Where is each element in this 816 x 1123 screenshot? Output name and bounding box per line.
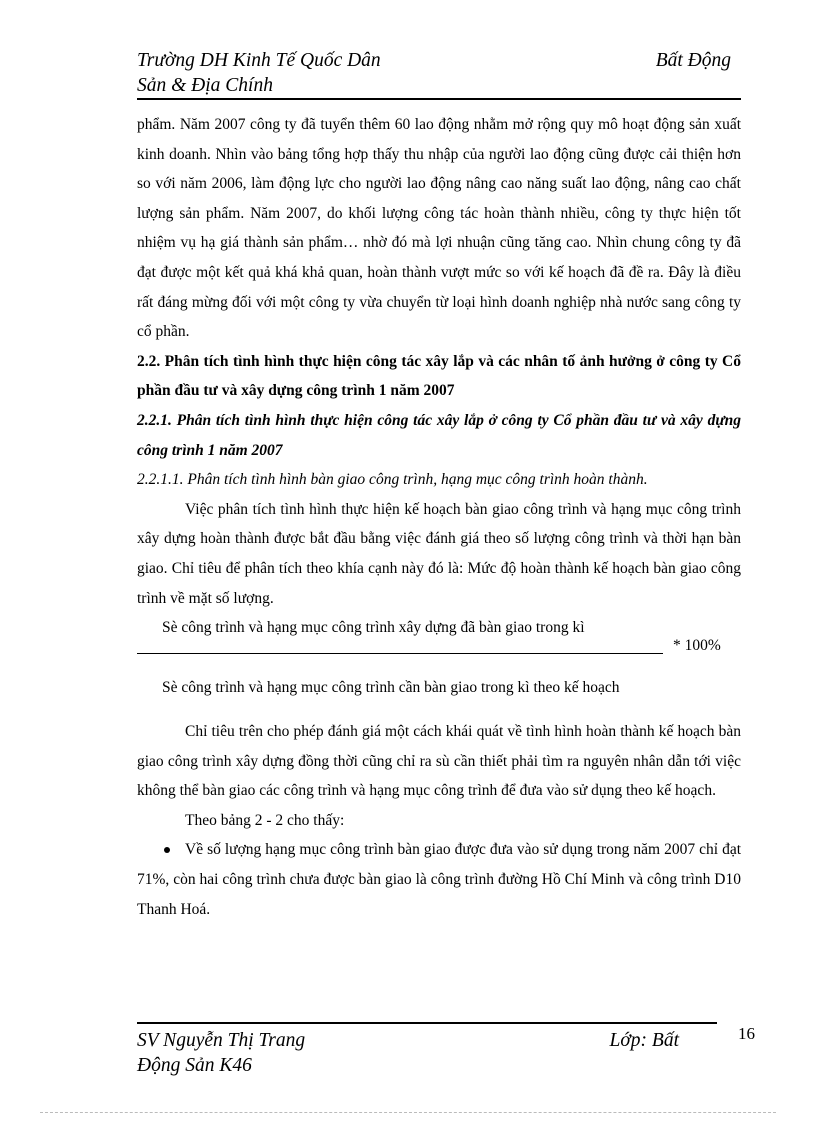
paragraph-4: Theo bảng 2 - 2 cho thấy: [185, 811, 345, 829]
formula-numerator: Sè công trình và hạng mục công trình xây dựng đã bàn giao trong kì [162, 619, 585, 637]
header-department: Bất Động [655, 50, 731, 71]
bullet-icon [164, 847, 170, 853]
footer-class-cont: Động Sản K46 [137, 1055, 252, 1076]
page-header [137, 48, 741, 98]
page-break-line [40, 1112, 776, 1113]
page-number: 16 [738, 1024, 755, 1043]
heading-2-2-1: 2.2.1. Phân tích tình hình thực hiện công tác xây lắp ở công ty Cổ phần đầu tư và xây dựng công trình 1 năm 2007 [137, 411, 741, 459]
bullet-text: Về số lượng hạng mục công trình bàn giao được đưa vào sử dụng trong năm 2007 chỉ đạt 71%, còn hai công trình chưa được bàn giao là công trình đường Hồ Chí Minh và công trình D10 Thanh Hoá. [137, 841, 741, 918]
formula-fraction-line [137, 653, 663, 654]
formula-multiplier: * 100% [673, 637, 721, 655]
header-divider [137, 98, 741, 100]
header-school-cont: Sản & Địa Chính [137, 75, 273, 96]
formula-denominator: Sè công trình và hạng mục công trình cần bàn giao trong kì theo kế hoạch [162, 679, 620, 697]
heading-2-2: 2.2. Phân tích tình hình thực hiện công tác xây lắp và các nhân tố ảnh hưởng ở công ty Cổ phần đầu tư và xây dựng công trình 1 năm 2007 [137, 352, 741, 400]
heading-2-2-1-1: 2.2.1.1. Phân tích tình hình bàn giao công trình, hạng mục công trình hoàn thành. [137, 471, 648, 489]
paragraph-1: phẩm. Năm 2007 công ty đã tuyển thêm 60 lao động nhằm mở rộng quy mô hoạt động sản xuất kinh doanh. Nhìn vào bảng tổng hợp thấy thu nhập của người lao động cũng được cải thiện hơn so với năm 2006, làm động lực cho người lao động nâng cao năng suất lao động, nâng cao chất lượng sản phẩm. Năm 2007, do khối lượng công tác hoàn thành nhiều, công ty thực hiện tốt nhiệm vụ hạ giá thành sản phẩm… nhờ đó mà lợi nhuận cũng tăng cao. Nhìn chung công ty đã đạt được một kết quả khá khả quan, hoàn thành vượt mức so với kế hoạch đã đề ra. Đây là điều rất đáng mừng đối với một công ty vừa chuyển từ loại hình doanh nghiệp nhà nước sang công ty cổ phần. [137, 116, 741, 341]
document-body [137, 110, 741, 924]
paragraph-2: Việc phân tích tình hình thực hiện kế hoạch bàn giao công trình và hạng mục công trình xây dựng hoàn thành được bắt đầu bằng việc đánh giá theo số lượng công trình và thời hạn bàn giao. Chỉ tiêu để phân tích theo khía cạnh này đó là: Mức độ hoàn thành kế hoạch bàn giao công trình về mặt số lượng. [137, 500, 741, 607]
footer-divider [137, 1022, 717, 1024]
footer-student: SV Nguyễn Thị Trang [137, 1030, 306, 1051]
header-school: Trường DH Kinh Tế Quốc Dân [137, 50, 381, 71]
page-footer [137, 1028, 717, 1078]
footer-class: Lớp: Bất [609, 1030, 679, 1051]
paragraph-3: Chỉ tiêu trên cho phép đánh giá một cách khái quát về tình hình hoàn thành kế hoạch bàn giao công trình xây dựng đồng thời cũng chỉ ra sù cần thiết phải tìm ra nguyên nhân dẫn tới việc không thể bàn giao các công trình và hạng mục công trình để đưa vào sử dụng theo kế hoạch. [137, 723, 741, 800]
formula [137, 617, 741, 717]
list-item [137, 835, 741, 924]
